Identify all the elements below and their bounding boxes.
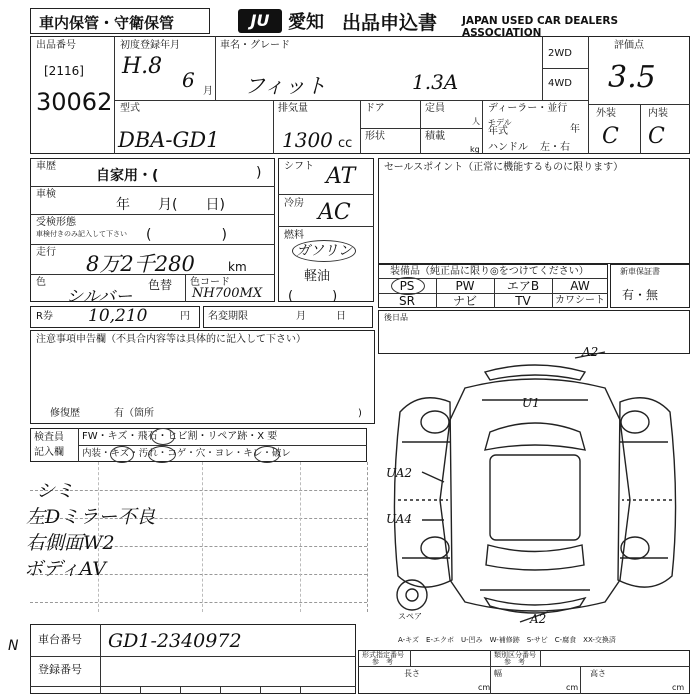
class-ref-label: 参 考	[504, 658, 525, 666]
color-code-label: 色コード	[190, 277, 230, 288]
month-unit: 月	[203, 86, 213, 97]
type-value: DBA-GD1	[118, 128, 220, 152]
first-reg-era: H.8	[122, 54, 163, 79]
equip-navi: ナビ	[452, 294, 477, 308]
accept-label: 受検形態	[36, 217, 76, 228]
dealer-label: ディーラー・並行	[488, 103, 568, 114]
disp-unit: cc	[338, 136, 353, 151]
model-year-label-2: 年式	[488, 126, 508, 137]
type-label: 型式	[120, 103, 140, 114]
lot-sub: [2116]	[44, 64, 84, 78]
recycle-label: R券	[36, 311, 53, 322]
int-grade: C	[648, 124, 665, 149]
disp-value: 1300	[282, 128, 333, 152]
storage-label-box	[30, 8, 210, 34]
accept-note: 車検付きのみ記入して下さい	[36, 230, 127, 238]
model-grade: 1.3A	[412, 70, 459, 94]
capacity-unit: 人	[472, 117, 480, 126]
damage-mark-ua4: UA4	[386, 512, 413, 526]
handwritten-note-3: 右側面W2	[26, 532, 115, 554]
repair-label: 修復歴	[50, 408, 80, 419]
first-reg-label: 初度登録年月	[120, 40, 180, 51]
dirt-circle	[148, 446, 176, 463]
damage-mark-a2-rear: A2	[530, 612, 547, 626]
wrinkle-circle	[254, 446, 280, 463]
recycle-value: 10,210	[88, 306, 148, 326]
color-code-value: NH700MX	[192, 286, 263, 301]
ext-label: 外装	[596, 108, 616, 119]
ext-grade: C	[602, 124, 619, 149]
mileage-unit: km	[228, 260, 247, 274]
warranty-label: 新車保証書	[620, 267, 660, 276]
association-name: JAPAN USED CAR DEALERS ASSOCIATION	[462, 15, 619, 39]
reg-label: 登録番号	[38, 663, 82, 676]
warranty-opts: 有・無	[622, 288, 659, 302]
name-change-value: 月 日	[296, 311, 346, 322]
inspection-label: 車検	[36, 189, 56, 200]
fuel-value: ガソリン	[296, 243, 352, 259]
chassis-label: 車台番号	[38, 633, 82, 646]
drive-2wd: 2WD	[548, 48, 572, 59]
score-value: 3.5	[608, 60, 656, 95]
scratch-circle	[110, 446, 134, 463]
equip-ps: PS	[399, 279, 415, 293]
damage-mark-u1: U1	[522, 396, 540, 410]
spare-label: スペア	[398, 612, 422, 621]
width-label: 幅	[494, 669, 502, 678]
flying-stone-circle	[151, 428, 175, 445]
model-name: フィット	[244, 74, 327, 98]
car-diagram	[380, 350, 690, 640]
handwritten-note-2: 左Dミラー不良	[26, 506, 156, 528]
shift-value: AT	[326, 164, 356, 189]
height-unit: cm	[672, 683, 685, 692]
aircon-label: 冷房	[284, 198, 304, 209]
after-items-box	[378, 310, 690, 354]
form-title: 出品申込書	[342, 12, 438, 34]
mileage-label: 走行	[36, 247, 56, 258]
score-label: 評価点	[614, 40, 644, 51]
history-value: 自家用・(	[96, 168, 159, 184]
inspection-value: 年 月( 日)	[116, 197, 225, 213]
height-label: 高さ	[590, 669, 606, 678]
check-row-2: 内装・キズ・汚れ・コゲ・穴・ヨレ・キレ・破レ	[82, 448, 291, 459]
handle-opts: 左・右	[540, 142, 570, 153]
model-year-label-1: モデル	[488, 118, 512, 127]
color-value: シルバー	[66, 287, 133, 307]
shape-label: 形状	[365, 131, 385, 142]
equip-label: 装備品（純正品に限り◎をつけてください）	[390, 266, 589, 277]
ju-logo	[238, 9, 282, 33]
repair-value: 有（箇所	[114, 408, 154, 419]
repair-close: )	[358, 408, 362, 419]
handwritten-note-4: ボディAV	[24, 558, 106, 580]
chassis-value: GD1-2340972	[108, 630, 242, 652]
damage-mark-ua2: UA2	[386, 466, 413, 480]
sales-box	[378, 158, 690, 264]
load-unit: kg	[470, 145, 480, 154]
margin-mark: N	[8, 638, 19, 654]
name-change-label: 名変期限	[208, 311, 248, 322]
storage-label: 車内保管・守衛保管	[39, 14, 175, 32]
model-label: 車名・グレード	[220, 40, 290, 51]
equip-airbag: エアB	[506, 279, 540, 293]
handwritten-note-1: シミ	[36, 480, 75, 502]
first-reg-month: 6	[182, 68, 195, 92]
color-swap-label: 色替	[148, 278, 173, 292]
class-category-label: 類別区分番号	[494, 651, 536, 659]
form-category-label: 形式指定番号	[362, 651, 404, 659]
logo-mark: JU	[250, 11, 270, 30]
load-label: 積載	[425, 131, 445, 142]
history-close: )	[256, 165, 262, 181]
entry-label: 記入欄	[34, 447, 64, 458]
fuel-diesel: 軽油	[304, 269, 331, 284]
notice-label: 注意事項申告欄（不具合内容等は具体的に記入して下さい）	[36, 334, 306, 345]
ps-circle-mark	[391, 277, 425, 295]
handle-label: ハンドル	[488, 142, 528, 153]
equip-pw: PW	[455, 279, 475, 293]
equip-tv: TV	[515, 294, 531, 308]
drive-4wd: 4WD	[548, 78, 572, 89]
equip-sr: SR	[399, 294, 415, 308]
lot-number: 30062	[36, 88, 113, 116]
year-unit: 年	[570, 124, 580, 135]
sales-label: セールスポイント（正常に機能するものに限ります）	[384, 162, 624, 173]
equip-leather-seat: カワシート	[555, 295, 605, 306]
fuel-paren: ( )	[288, 289, 338, 304]
width-unit: cm	[566, 683, 579, 692]
color-label: 色	[36, 277, 46, 288]
damage-mark-a2-front: A2	[582, 345, 599, 359]
aircon-value: AC	[318, 200, 351, 225]
door-label: ドア	[365, 103, 385, 114]
mileage-value: 8万2千280	[86, 252, 195, 276]
shift-label: シフト	[284, 161, 314, 172]
length-unit: cm	[478, 683, 491, 692]
damage-legend: A-キズ E-エクボ U-凹み W-補修跡 S-サビ C-腐食 XX-交換済	[398, 636, 616, 644]
org-name: 愛知	[288, 12, 324, 33]
history-label: 車歴	[36, 161, 56, 172]
check-row-1: FW・キズ・飛石・ヒビ割・リペア跡・X 要	[82, 431, 278, 442]
capacity-label: 定員	[425, 103, 445, 114]
disp-label: 排気量	[278, 103, 308, 114]
inspector-label: 検査員	[34, 432, 64, 443]
form-ref-label: 参 考	[372, 658, 393, 666]
int-label: 内装	[648, 108, 668, 119]
length-label: 長さ	[404, 669, 420, 678]
lot-label: 出品番号	[36, 40, 76, 51]
recycle-unit: 円	[180, 311, 190, 322]
equip-aw: AW	[570, 279, 590, 293]
accept-paren: ( )	[146, 227, 227, 243]
fuel-label: 燃料	[284, 230, 304, 241]
after-items-label: 後日品	[384, 313, 408, 322]
